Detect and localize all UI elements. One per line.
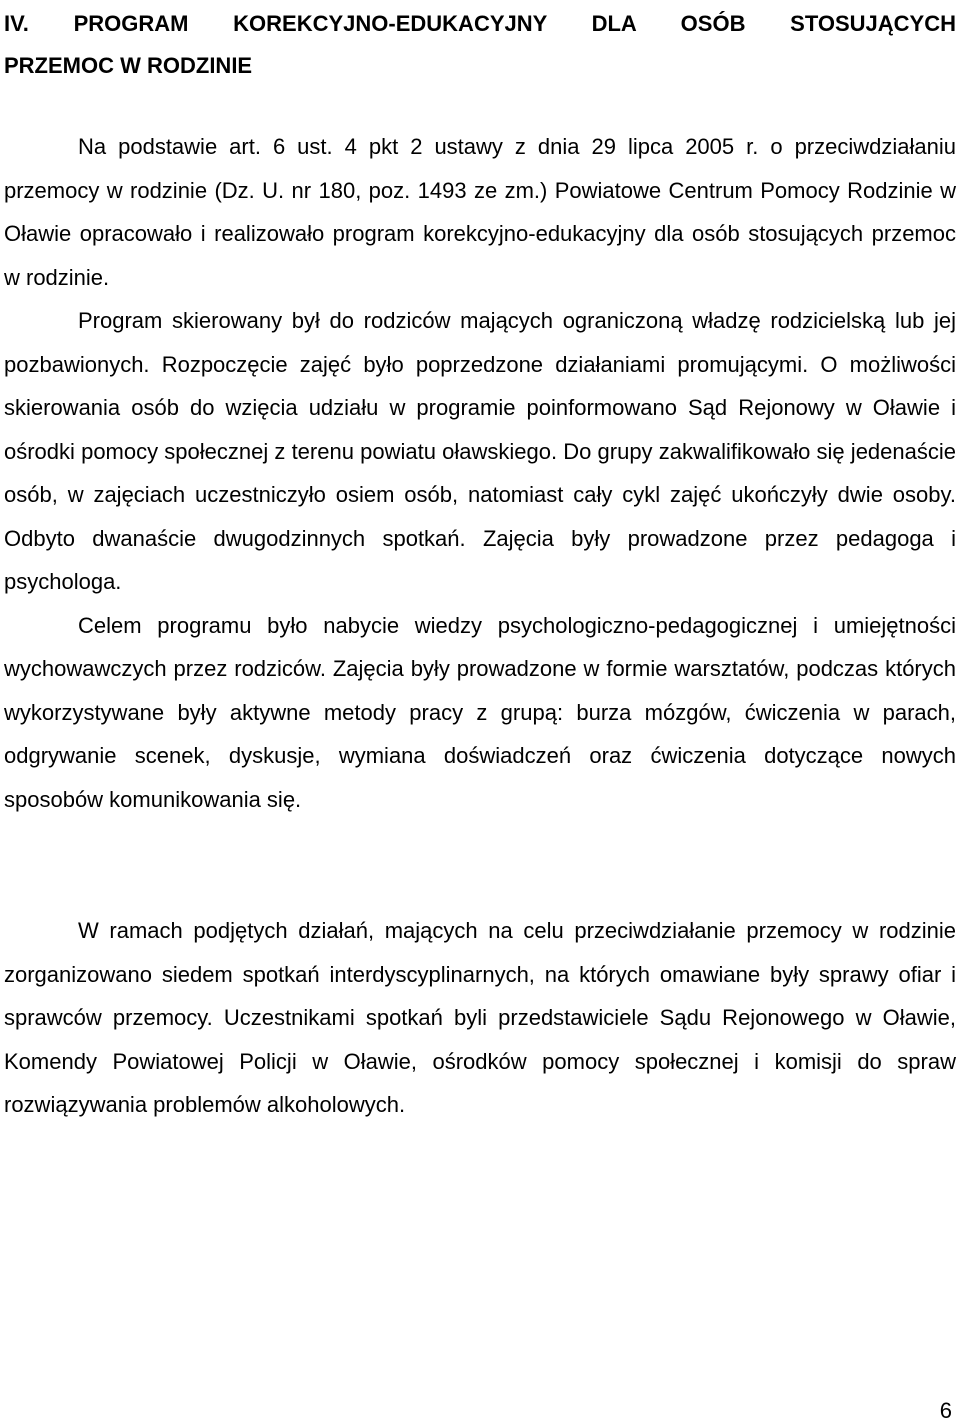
body-text-block-1 bbox=[4, 125, 956, 821]
paragraph-program-target: Program skierowany był do rodziców mających ograniczoną władzę rodzicielską lub jej pozbawionych. Rozpoczęcie zajęć było poprzedzone działaniami promującymi. O możliwości skierowania osób do wzięcia udziału w programie poinformowano Sąd Rejonowy w Oławie i ośrodki pomocy społecznej z terenu powiatu oławskiego. Do grupy zakwalifikowało się jedenaście osób, w zajęciach uczestniczyło osiem osób, natomiast cały cykl zajęć ukończyły dwie osoby. Odbyto dwanaście dwugodzinnych spotkań. Zajęcia były prowadzone przez pedagoga i psychologa. bbox=[4, 308, 956, 594]
body-text-block-2 bbox=[4, 909, 956, 1127]
document-page bbox=[4, 0, 956, 1428]
paragraph-interdisciplinary-meetings: W ramach podjętych działań, mających na celu przeciwdziałanie przemocy w rodzinie zorganizowano siedem spotkań interdyscyplinarnych, na których omawiane były sprawy ofiar i sprawców przemocy. Uczestnikami spotkań byli przedstawiciele Sądu Rejonowego w Oławie, Komendy Powiatowej Policji w Oławie, ośrodków pomocy społecznej i komisji do spraw rozwiązywania problemów alkoholowych. bbox=[4, 918, 956, 1117]
paragraph-legal-basis: Na podstawie art. 6 ust. 4 pkt 2 ustawy z dnia 29 lipca 2005 r. o przeciwdziałaniu przemocy w rodzinie (Dz. U. nr 180, poz. 1493 ze zm.) Powiatowe Centrum Pomocy Rodzinie w Oławie opracowało i realizowało program korekcyjno-edukacyjny dla osób stosujących przemoc w rodzinie. bbox=[4, 134, 956, 290]
paragraph-program-goal: Celem programu było nabycie wiedzy psychologiczno-pedagogicznej i umiejętności wychowawczych przez rodziców. Zajęcia były prowadzone w formie warsztatów, podczas których wykorzystywane były aktywne metody pracy z grupą: burza mózgów, ćwiczenia w parach, odgrywanie scenek, dyskusje, wymiana doświadczeń oraz ćwiczenia dotyczące nowych sposobów komunikowania się. bbox=[4, 612, 956, 812]
page-number: 6 bbox=[939, 1398, 952, 1423]
section-heading bbox=[4, 3, 956, 87]
section-heading-line-2: PRZEMOC W RODZINIE bbox=[4, 53, 253, 78]
section-heading-line-1: IV. PROGRAM KOREKCYJNO-EDUKACYJNY DLA OSÓB STOSUJĄCYCH bbox=[4, 11, 956, 36]
